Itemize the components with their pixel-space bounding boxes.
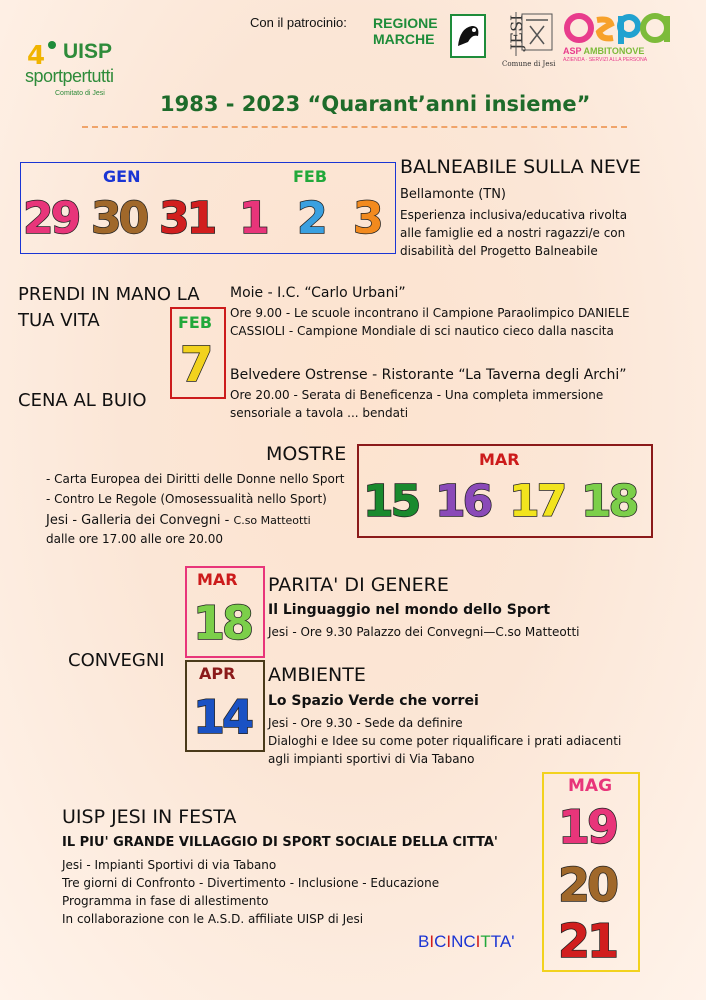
c1-info: Jesi - Ore 9.30 Palazzo dei Convegni—C.so Matteotti bbox=[268, 625, 580, 639]
poster-title: 1983 - 2023 “Quarant’anni insieme” bbox=[160, 92, 591, 116]
mostre-item2: - Contro Le Regole (Omosessualità nello Sport) bbox=[46, 492, 327, 506]
festa-line2: Tre giorni di Confronto - Divertimento - Inclusione - Educazione bbox=[62, 876, 440, 890]
mostre-item1: - Carta Europea dei Diritti delle Donne nello Sport bbox=[46, 472, 345, 486]
neve-day: 30 bbox=[91, 193, 147, 244]
mostre-place bbox=[46, 512, 311, 530]
ev2-title: Belvedere Ostrense - Ristorante “La Taverna degli Archi” bbox=[230, 367, 627, 383]
festa-line3: Programma in fase di allestimento bbox=[62, 894, 269, 908]
neve-month-gen: GEN bbox=[103, 167, 141, 186]
ev1-line1: Ore 9.00 - Le scuole incontrano il Campione Paraolimpico DANIELE bbox=[230, 306, 630, 320]
festa-line1: Jesi - Impianti Sportivi di via Tabano bbox=[62, 858, 277, 872]
uisp-slogan: sportpertutti bbox=[25, 66, 114, 86]
uisp-committee: Comitato di Jesi bbox=[55, 90, 105, 97]
bicin-letter: T bbox=[490, 932, 500, 951]
neve-day: 3 bbox=[353, 193, 381, 244]
mostre-day: 17 bbox=[509, 476, 565, 527]
ev2-line2: sensoriale a tavola ... bendati bbox=[230, 406, 409, 420]
neve-line2: alle famiglie ed a nostri ragazzi/e con bbox=[400, 226, 626, 240]
bicin-letter: C bbox=[434, 932, 447, 951]
bicin-letter: B bbox=[418, 932, 430, 951]
bicin-letter: A bbox=[499, 932, 512, 951]
svg-text:JESI: JESI bbox=[507, 14, 526, 50]
runner-icon bbox=[25, 40, 59, 68]
festa-heading: UISP JESI IN FESTA bbox=[62, 806, 237, 828]
neve-day: 2 bbox=[297, 193, 325, 244]
festa-date-box bbox=[542, 772, 640, 972]
mostre-day: 18 bbox=[581, 476, 637, 527]
ev1-title: Moie - I.C. “Carlo Urbani” bbox=[230, 285, 406, 301]
festa-month: MAG bbox=[568, 776, 613, 796]
asp-ambito: AMBITONOVE bbox=[583, 46, 645, 56]
bicin-letter: I bbox=[429, 932, 435, 951]
convegni-heading: CONVEGNI bbox=[68, 650, 165, 671]
neve-month-feb: FEB bbox=[293, 167, 328, 186]
bicincitta-label bbox=[418, 932, 515, 952]
festa-day: 20 bbox=[558, 858, 617, 912]
ev1-line2: CASSIOLI - Campione Mondiale di sci nautico cieco dalla nascita bbox=[230, 324, 614, 338]
c1-sub: Il Linguaggio nel mondo dello Sport bbox=[268, 602, 551, 618]
neve-date-box bbox=[20, 162, 396, 254]
bicin-letter: ' bbox=[511, 932, 515, 951]
asp-letters-icon bbox=[563, 10, 673, 46]
patrocinio-label: Con il patrocinio: bbox=[250, 15, 347, 30]
mostre-hours: dalle ore 17.00 alle ore 20.00 bbox=[46, 532, 223, 546]
bicin-letter: C bbox=[463, 932, 476, 951]
asp-ambitonove-logo bbox=[563, 10, 673, 64]
c2-heading: AMBIENTE bbox=[268, 664, 366, 686]
asp-name: ASP bbox=[563, 46, 582, 56]
c2-sub: Lo Spazio Verde che vorrei bbox=[268, 693, 479, 709]
prendi-heading-a: PRENDI IN MANO LA bbox=[18, 284, 200, 305]
mostre-place-b: C.so Matteotti bbox=[233, 514, 311, 527]
festa-day: 19 bbox=[558, 800, 617, 854]
bicin-letter: I bbox=[475, 932, 481, 951]
bicin-letter: T bbox=[480, 932, 491, 951]
cena-heading: CENA AL BUIO bbox=[18, 390, 147, 411]
mostre-day: 15 bbox=[363, 476, 419, 527]
c1-date-box bbox=[185, 566, 265, 658]
feb7-month: FEB bbox=[178, 313, 213, 332]
neve-day: 31 bbox=[159, 193, 215, 244]
mostre-day: 16 bbox=[435, 476, 491, 527]
neve-day: 1 bbox=[239, 193, 267, 244]
c1-day: 18 bbox=[193, 596, 252, 650]
neve-heading: BALNEABILE SULLA NEVE bbox=[400, 156, 641, 178]
uisp-name: UISP bbox=[63, 40, 113, 63]
c2-day: 14 bbox=[193, 690, 252, 744]
prendi-heading-b: TUA VITA bbox=[18, 310, 100, 331]
ev2-line1: Ore 20.00 - Serata di Beneficenza - Una completa immersione bbox=[230, 388, 604, 402]
svg-text:4: 4 bbox=[27, 41, 46, 68]
feb7-date-box bbox=[170, 307, 226, 399]
neve-day: 29 bbox=[23, 193, 79, 244]
c2-line1: Dialoghi e Idee su come poter riqualificare i prati adiacenti bbox=[268, 734, 622, 748]
bicin-letter: I bbox=[446, 932, 452, 951]
c2-month: APR bbox=[199, 664, 236, 683]
neve-line1: Esperienza inclusiva/educativa rivolta bbox=[400, 208, 628, 222]
mostre-heading: MOSTRE bbox=[266, 443, 347, 465]
mostre-date-box bbox=[357, 444, 653, 538]
c1-month: MAR bbox=[197, 570, 238, 589]
c2-info: Jesi - Ore 9.30 - Sede da definire bbox=[268, 716, 463, 730]
regione-text: REGIONE MARCHE bbox=[373, 15, 438, 47]
festa-line4: In collaborazione con le A.S.D. affiliate UISP di Jesi bbox=[62, 912, 364, 926]
feb7-day: 7 bbox=[180, 337, 211, 393]
festa-sub: IL PIU' GRANDE VILLAGGIO DI SPORT SOCIALE DELLA CITTA' bbox=[62, 835, 498, 850]
bicin-letter: N bbox=[451, 932, 464, 951]
asp-sub: AZIENDA · SERVIZI ALLA PERSONA bbox=[563, 57, 648, 63]
mostre-month: MAR bbox=[479, 450, 520, 469]
neve-line3: disabilità del Progetto Balneabile bbox=[400, 244, 598, 258]
c2-date-box bbox=[185, 660, 265, 752]
jesi-crest-icon bbox=[500, 10, 556, 62]
title-divider bbox=[82, 126, 627, 128]
regione-emblem-icon bbox=[450, 14, 486, 58]
c2-line2: agli impianti sportivi di Via Tabano bbox=[268, 752, 475, 766]
comune-label: Comune di Jesi bbox=[502, 60, 556, 68]
comune-jesi-logo bbox=[500, 10, 556, 70]
festa-day: 21 bbox=[558, 914, 617, 968]
regione-marche-logo bbox=[373, 12, 487, 66]
neve-place: Bellamonte (TN) bbox=[400, 187, 506, 202]
c1-heading: PARITA' DI GENERE bbox=[268, 574, 449, 596]
mostre-place-a: Jesi - Galleria dei Convegni - bbox=[46, 513, 234, 528]
